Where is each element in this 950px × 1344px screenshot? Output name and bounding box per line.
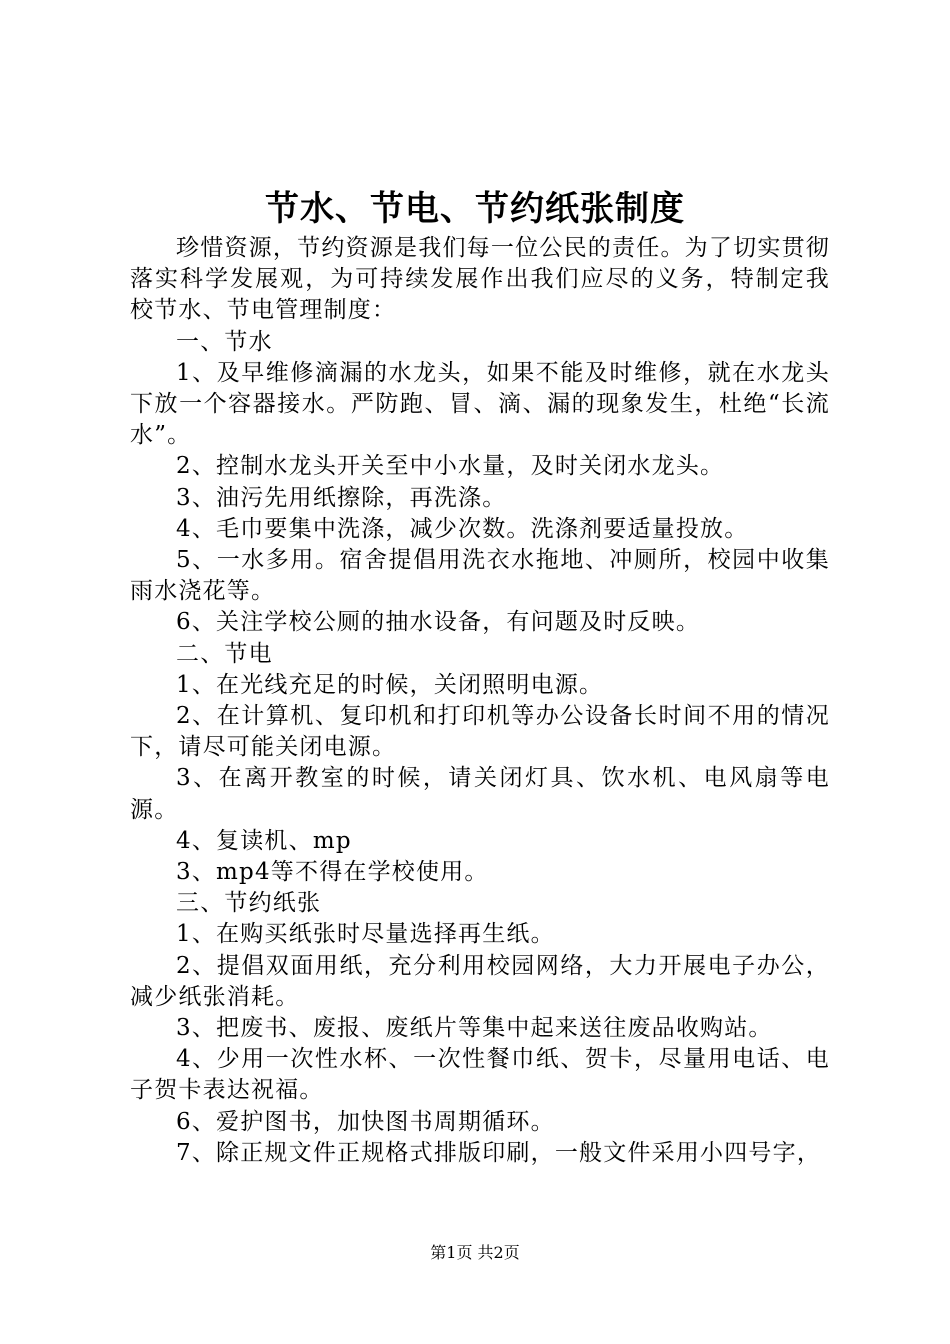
water-item-1: 1、及早维修滴漏的水龙头，如果不能及时维修，就在水龙头下放一个容器接水。严防跑、冒、滴、漏的现象发生，杜绝“长流水”。 [130, 359, 830, 449]
paper-item-7: 7、除正规文件正规格式排版印刷，一般文件采用小四号字， [176, 1139, 822, 1166]
water-item-3: 3、油污先用纸擦除，再洗涤。 [176, 484, 507, 511]
electricity-item-5: 3、mp4等不得在学校使用。 [176, 859, 489, 886]
document-title: 节水、节电、节约纸张制度 [265, 189, 685, 229]
electricity-item-2: 2、在计算机、复印机和打印机等办公设备长时间不用的情况下，请尽可能关闭电源。 [130, 703, 830, 761]
section-heading-electricity: 二、节电 [176, 640, 273, 667]
document-body [130, 233, 830, 1169]
paper-item-1: 1、在购买纸张时尽量选择再生纸。 [176, 921, 555, 948]
paper-item-6: 6、爱护图书，加快图书周期循环。 [176, 1108, 555, 1135]
section-heading-paper: 三、节约纸张 [176, 890, 322, 917]
intro-paragraph: 珍惜资源，节约资源是我们每一位公民的责任。为了切实贯彻落实科学发展观，为可持续发展作出我们应尽的义务，特制定我校节水、节电管理制度： [130, 235, 830, 324]
paper-item-4: 4、少用一次性水杯、一次性餐巾纸、贺卡，尽量用电话、电子贺卡表达祝福。 [130, 1046, 830, 1104]
electricity-item-3: 3、在离开教室的时候，请关闭灯具、饮水机、电风扇等电源。 [130, 765, 830, 823]
paper-item-3: 3、把废书、废报、废纸片等集中起来送往废品收购站。 [176, 1015, 773, 1042]
section-heading-water: 一、节水 [176, 328, 273, 355]
water-item-5: 5、一水多用。宿舍提倡用洗衣水拖地、冲厕所，校园中收集雨水浇花等。 [130, 547, 830, 605]
page-footer: 第1页 共2页 [430, 1243, 520, 1262]
water-item-2: 2、控制水龙头开关至中小水量，及时关闭水龙头。 [176, 453, 725, 480]
electricity-item-4: 4、复读机、mp [176, 827, 352, 854]
paper-item-2: 2、提倡双面用纸，充分利用校园网络，大力开展电子办公，减少纸张消耗。 [130, 952, 830, 1010]
water-item-6: 6、关注学校公厕的抽水设备，有问题及时反映。 [176, 609, 701, 636]
electricity-item-1: 1、在光线充足的时候，关闭照明电源。 [176, 671, 604, 698]
water-item-4: 4、毛巾要集中洗涤，减少次数。洗涤剂要适量投放。 [176, 515, 749, 542]
